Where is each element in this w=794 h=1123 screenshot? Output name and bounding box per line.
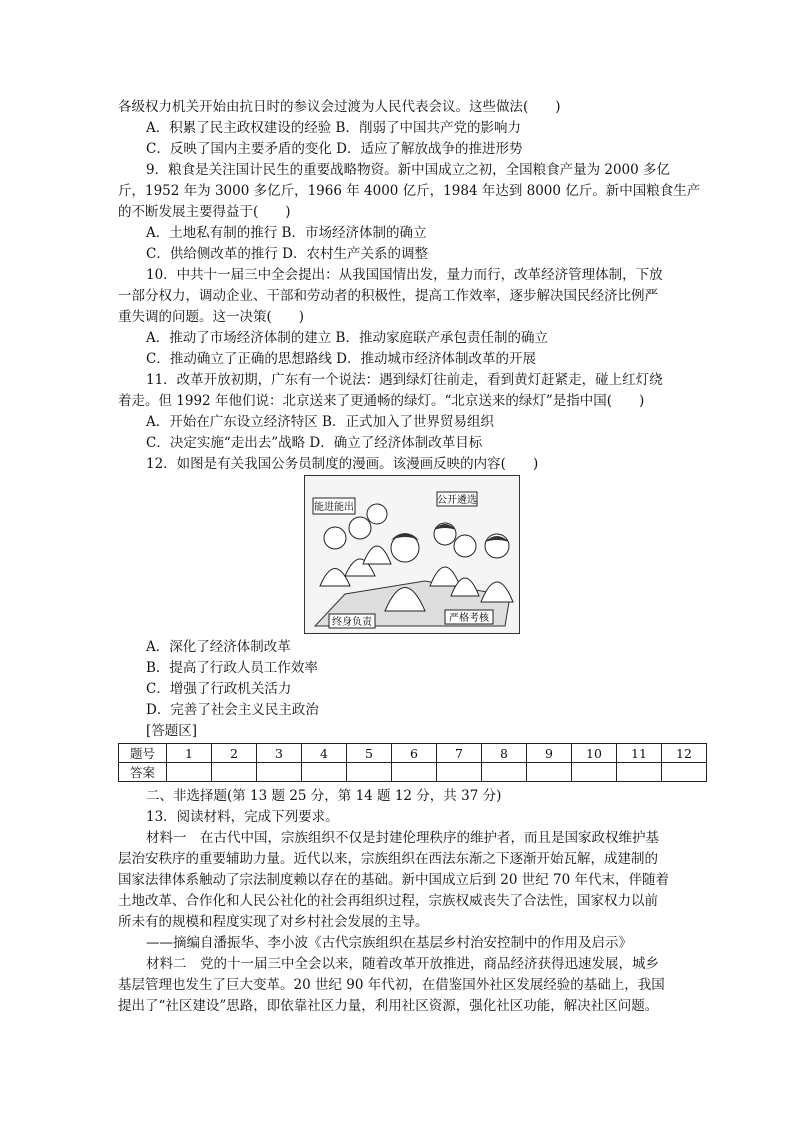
number-cell: 4 [302,744,347,763]
civil-service-cartoon [304,475,520,634]
answer-cell[interactable] [437,763,482,782]
material-one-1: 材料一 在古代中国，宗族组织不仅是封建伦理秩序的维护者，而且是国家政权维护基 [146,830,659,846]
number-cell: 12 [662,744,707,763]
q10-stem-2: 一部分权力，调动企业、干部和劳动者的积极性，提高工作效率，逐步解决国民经济比例严 [118,288,658,304]
cartoon-label-3: 终身负责 [332,617,372,628]
cartoon-label-4: 严格考核 [449,613,489,624]
q11-stem-2: 着走。但 1992 年他们说：北京送来了更通畅的绿灯。“北京送来的绿灯”是指中国( ) [118,393,645,409]
number-cell: 9 [527,744,572,763]
q9-options-cd: C．供给侧改革的推行 D．农村生产关系的调整 [146,246,428,262]
answer-cell[interactable] [617,763,662,782]
row-header-answer: 答案 [119,763,167,782]
answer-cell[interactable] [527,763,572,782]
q10-options-ab: A．推动了市场经济体制的建立 B．推动家庭联产承包责任制的确立 [146,330,548,346]
answer-area-title: [答题区] [146,723,198,739]
answer-cell[interactable] [257,763,302,782]
material-two-1: 材料二 党的十一届三中全会以来，随着改革开放推进，商品经济获得迅速发展，城乡 [146,956,659,972]
answer-cell[interactable] [662,763,707,782]
q12-option-c: C．增强了行政机关活力 [146,681,292,697]
q11-options-cd: C．决定实施“走出去”战略 D．确立了经济体制改革目标 [146,435,483,451]
material-one-4: 土地改革、合作化和人民公社化的社会再组织过程，宗族权威丧失了合法性，国家权力以前 [118,893,658,909]
number-cell: 11 [617,744,662,763]
q12-stem: 12．如图是有关我国公务员制度的漫画。该漫画反映的内容( ) [146,456,539,472]
number-cell: 3 [257,744,302,763]
number-cell: 10 [572,744,617,763]
section-two-heading: 二、非选择题(第 13 题 25 分，第 14 题 12 分，共 37 分) [146,788,502,804]
cartoon-illustration [305,476,519,633]
q10-options-cd: C．推动确立了正确的思想路线 D．推动城市经济体制改革的开展 [146,351,536,367]
q10-stem-1: 10．中共十一届三中全会提出：从我国国情出发，量力而行，改革经济管理体制，下放 [146,267,663,283]
answer-cell[interactable] [167,763,212,782]
q11-options-ab: A．开始在广东设立经济特区 B．正式加入了世界贸易组织 [146,414,494,430]
q9-options-ab: A．土地私有制的推行 B．市场经济体制的确立 [146,225,427,241]
q12-option-a: A．深化了经济体制改革 [146,639,291,655]
number-cell: 2 [212,744,257,763]
q9-stem-3: 的不断发展主要得益于( ) [118,204,291,220]
answer-cell[interactable] [212,763,257,782]
answer-table [118,743,707,782]
number-cell: 7 [437,744,482,763]
q11-stem-1: 11．改革开放初期，广东有一个说法：遇到绿灯往前走，看到黄灯赶紧走，碰上红灯绕 [146,372,663,388]
answer-cell[interactable] [482,763,527,782]
material-one-5: 所未有的规模和程度实现了对乡村社会发展的主导。 [118,914,429,930]
answer-cell[interactable] [347,763,392,782]
material-one-source: ——摘编自潘振华、李小波《古代宗族组织在基层乡村治安控制中的作用及启示》 [146,935,632,951]
q10-stem-3: 重失调的问题。这一决策( ) [118,309,305,325]
table-row [119,763,707,782]
material-two-2: 基层管理也发生了巨大变革。20 世纪 90 年代初，在借鉴国外社区发展经验的基础上，我国 [118,977,665,993]
number-cell: 8 [482,744,527,763]
number-cell: 1 [167,744,212,763]
answer-cell[interactable] [392,763,437,782]
q9-stem-1: 9．粮食是关注国计民生的重要战略物资。新中国成立之初，全国粮食产量为 2000 多亿 [146,162,671,178]
number-cell: 5 [347,744,392,763]
material-two-3: 提出了“社区建设”思路，即依靠社区力量，利用社区资源，强化社区功能，解决社区问题。 [118,998,659,1014]
cartoon-label-2: 公开遴选 [437,495,477,506]
q8-stem-end: 各级权力机关开始由抗日时的参议会过渡为人民代表会议。这些做法( ) [118,99,561,115]
cartoon-label-1: 能进能出 [314,502,354,513]
q12-option-d: D．完善了社会主义民主政治 [146,702,319,718]
table-row [119,744,707,763]
q9-stem-2: 斤，1952 年为 3000 多亿斤，1966 年 4000 亿斤，1984 年达到 8000 亿斤。新中国粮食生产 [118,183,701,199]
row-header-number: 题号 [119,744,167,763]
q13-stem: 13．阅读材料，完成下列要求。 [146,809,339,825]
material-one-3: 国家法律体系触动了宗法制度赖以存在的基础。新中国成立后到 20 世纪 70 年代末，伴随着 [118,872,670,888]
q12-option-b: B．提高了行政人员工作效率 [146,660,318,676]
q8-options-cd: C．反映了国内主要矛盾的变化 D．适应了解放战争的推进形势 [146,141,523,157]
answer-cell[interactable] [572,763,617,782]
number-cell: 6 [392,744,437,763]
q8-options-ab: A．积累了民主政权建设的经验 B．削弱了中国共产党的影响力 [146,120,521,136]
material-one-2: 层治安秩序的重要辅助力量。近代以来，宗族组织在西法东渐之下逐渐开始瓦解，成建制的 [118,851,658,867]
answer-cell[interactable] [302,763,347,782]
